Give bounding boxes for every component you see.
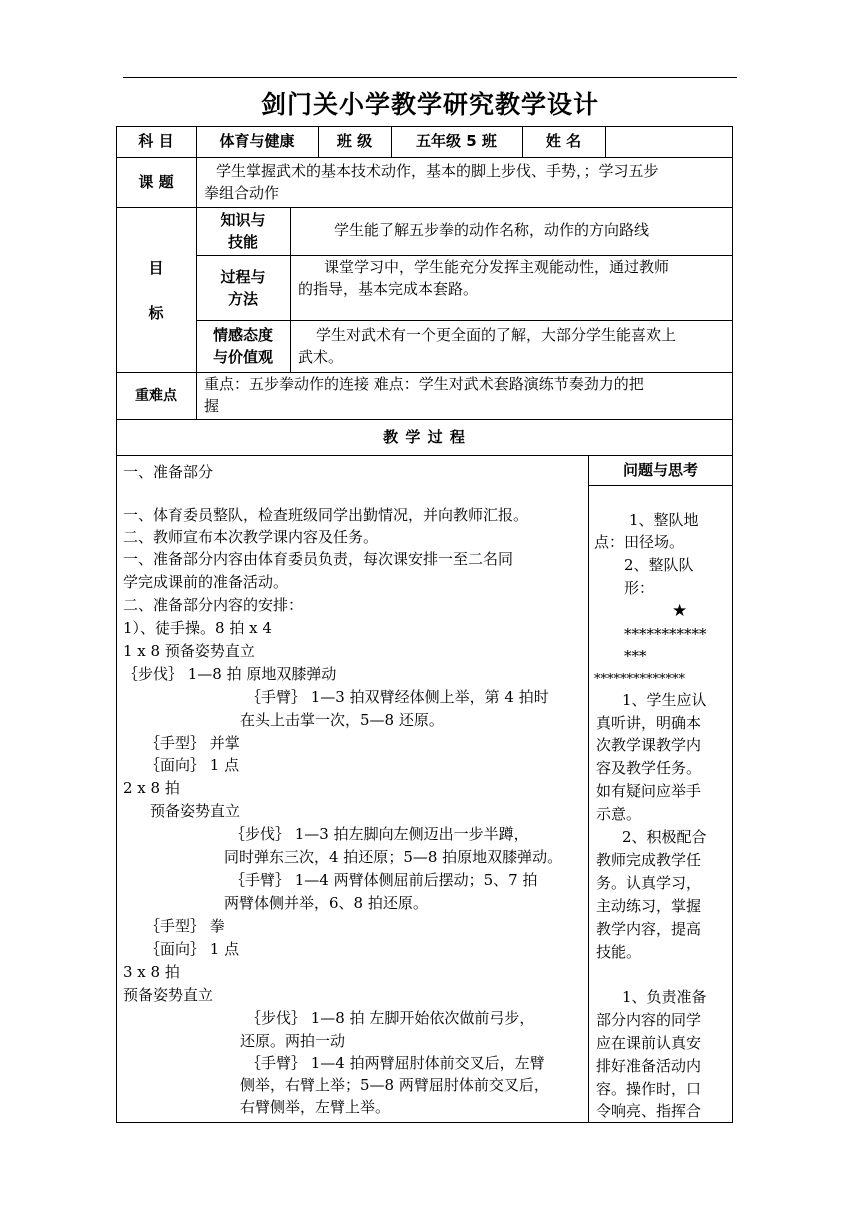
key-points-label: 重难点: [135, 388, 177, 404]
main-line: 1 x 8 预备姿势直立: [123, 642, 255, 660]
side-line: 教师完成教学任: [596, 851, 702, 869]
side-line: 容。操作时，口: [596, 1080, 702, 1098]
class-label: 班 级: [336, 132, 373, 150]
side-line: 部分内容的同学: [596, 1011, 702, 1029]
process-label-1: 过程与: [220, 268, 266, 286]
main-line: 还原。两拍一动: [240, 1032, 346, 1050]
thinking-header: 问题与思考: [622, 461, 698, 479]
main-line: 1）、徒手操。8 拍 x 4: [123, 619, 272, 637]
process-label-2: 方法: [227, 290, 258, 308]
main-line: ｛面向｝ 1 点: [145, 756, 240, 774]
side-line: 点：田径场。: [594, 533, 685, 551]
document-title: 剑门关小学教学研究教学设计: [260, 90, 599, 119]
main-line: 一、准备部分: [123, 463, 214, 481]
main-line: ｛面向｝ 1 点: [145, 940, 240, 958]
main-line: ｛手臂｝ 1—4 两臂体侧屈前后摆动；5、7 拍: [230, 871, 538, 889]
class-value: 五年级 5 班: [416, 132, 497, 150]
main-line: 一、体育委员整队，检查班级同学出勤情况，并向教师汇报。: [123, 506, 529, 524]
main-line: 二、准备部分内容的安排：: [123, 596, 304, 614]
main-line: 二、教师宣布本次教学课内容及任务。: [123, 528, 379, 546]
main-line: 侧举，右臂上举；5—8 两臂屈肘体前交叉后，: [240, 1076, 549, 1094]
topic-line-1: 学生掌握武术的基本技术动作，基本的脚上步伐、手势，；学习五步: [216, 162, 659, 180]
side-line: ***: [624, 647, 647, 665]
side-line: **************: [594, 672, 685, 687]
emotion-line-2: 武术。: [298, 348, 344, 366]
main-line: 预备姿势直立: [150, 802, 241, 820]
star-marker: ★: [672, 601, 688, 621]
main-line: 一、准备部分内容由体育委员负责，每次课安排一至二名同: [123, 550, 514, 568]
main-line: 预备姿势直立: [123, 986, 214, 1004]
main-line: 同时弹东三次，4 拍还原；5—8 拍原地双膝弹动。: [224, 848, 563, 866]
key-points-line-1: 重点：五步拳动作的连接 难点：学生对武术套路演练节奏劲力的把: [204, 375, 644, 393]
side-line: 1、整队地: [629, 511, 699, 529]
process-line-1: 课堂学习中，学生能充分发挥主观能动性，通过教师: [324, 258, 670, 276]
side-line: 令响亮、指挥合: [596, 1102, 702, 1120]
objectives-label-top: 目: [148, 259, 164, 277]
side-line: 务。认真学习，: [596, 874, 702, 892]
process-header: 教 学 过 程: [383, 428, 466, 446]
side-line: 技能。: [596, 943, 642, 961]
main-line: 右臂侧举，左臂上举。: [240, 1098, 391, 1116]
side-line: 2、积极配合: [622, 828, 707, 846]
emotion-line-1: 学生对武术有一个更全面的了解，大部分学生能喜欢上: [316, 326, 677, 344]
side-line: 主动练习，掌握: [596, 897, 702, 915]
side-line: 1、负责准备: [622, 988, 707, 1006]
process-line-2: 的指导，基本完成本套路。: [298, 280, 479, 298]
objectives-label-bottom: 标: [148, 304, 164, 322]
side-line: 真听讲，明确本: [596, 714, 702, 732]
side-line: 容及教学任务。: [596, 759, 702, 777]
main-line: 学完成课前的准备活动。: [123, 573, 289, 591]
main-line: 2 x 8 拍: [123, 779, 180, 797]
knowledge-label-2: 技能: [227, 233, 258, 251]
main-line: ｛步伐｝ 1—8 拍 原地双膝弹动: [123, 665, 337, 683]
side-line: 教学内容，提高: [596, 920, 702, 938]
main-line: ｛手臂｝ 1—3 拍双臂经体侧上举，第 4 拍时: [246, 688, 549, 706]
side-line: 示意。: [596, 805, 642, 823]
side-line: ***********: [624, 625, 707, 643]
emotion-label-2: 与价值观: [212, 348, 273, 366]
main-line: 在头上击掌一次，5—8 还原。: [240, 711, 444, 729]
subject-label: 科 目: [138, 132, 174, 150]
knowledge-label-1: 知识与: [220, 211, 266, 229]
main-line: ｛步伐｝ 1—8 拍 左脚开始依次做前弓步，: [246, 1009, 535, 1027]
emotion-label-1: 情感态度: [212, 326, 273, 344]
main-line: 两臂体侧并举，6、8 拍还原。: [224, 894, 428, 912]
topic-label: 课 题: [138, 173, 174, 191]
main-line: 3 x 8 拍: [123, 963, 180, 981]
main-line: ｛手型｝ 并掌: [145, 734, 240, 752]
side-line: 2、整队队: [624, 556, 694, 574]
side-line: 1、学生应认: [622, 691, 707, 709]
main-line: ｛步伐｝ 1—3 拍左脚向左侧迈出一步半蹲，: [230, 825, 529, 843]
subject-value: 体育与健康: [219, 132, 295, 150]
side-line: 形：: [624, 579, 655, 597]
name-label: 姓 名: [545, 132, 582, 150]
side-line: 应在课前认真安: [596, 1034, 702, 1052]
knowledge-text: 学生能了解五步拳的动作名称，动作的方向路线: [334, 221, 650, 239]
key-points-line-2: 握: [204, 397, 220, 415]
side-line: 如有疑问应举手: [596, 782, 702, 800]
topic-line-2: 拳组合动作: [204, 184, 280, 202]
main-line: ｛手臂｝ 1—4 拍两臂屈肘体前交叉后，左臂: [246, 1054, 545, 1072]
main-line: ｛手型｝ 拳: [145, 917, 225, 935]
side-line: 次教学课教学内: [596, 736, 702, 754]
header-rule: [123, 77, 737, 78]
side-line: 排好准备活动内: [596, 1057, 702, 1075]
